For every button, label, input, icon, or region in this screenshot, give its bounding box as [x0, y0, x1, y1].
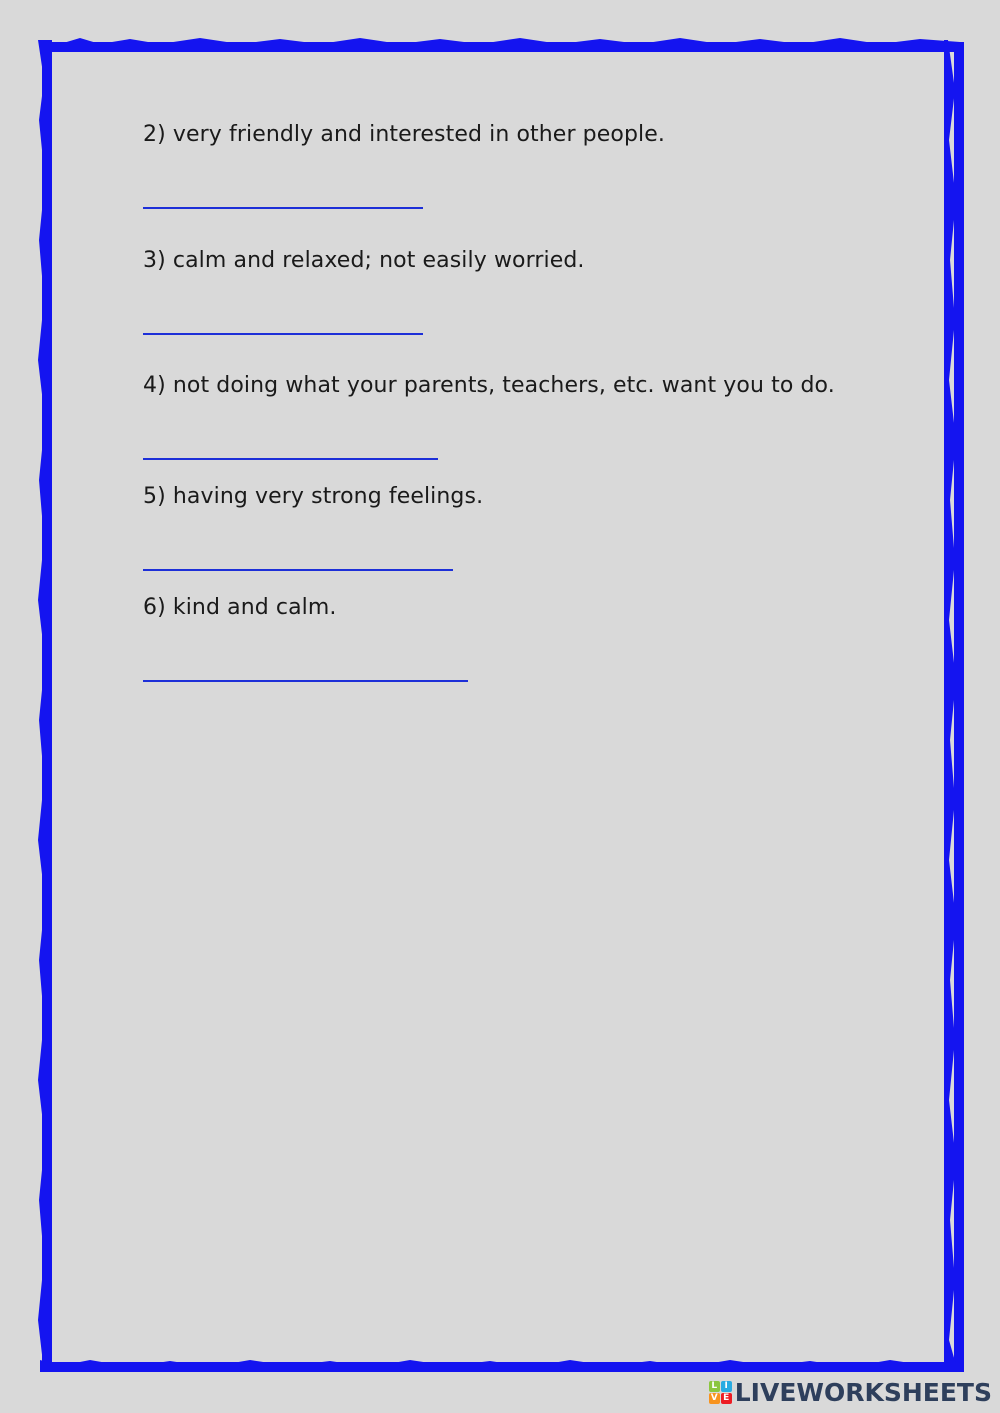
- answer-field-3[interactable]: [143, 333, 423, 335]
- logo-letter-i: I: [721, 1381, 732, 1392]
- logo-mark-icon: [709, 1381, 732, 1404]
- question-6-text: 6) kind and calm.: [143, 595, 337, 620]
- logo-letter-e: E: [721, 1393, 732, 1404]
- question-3-text: 3) calm and relaxed; not easily worried.: [143, 248, 585, 273]
- answer-field-6[interactable]: [143, 680, 468, 682]
- question-4-text: 4) not doing what your parents, teachers, etc. want you to do.: [143, 373, 835, 398]
- logo-letter-l: L: [709, 1381, 720, 1392]
- worksheet-border: [42, 42, 964, 1372]
- answer-field-5[interactable]: [143, 569, 453, 571]
- liveworksheets-logo: [709, 1378, 992, 1407]
- logo-text: LIVEWORKSHEETS: [734, 1378, 992, 1407]
- question-5-text: 5) having very strong feelings.: [143, 484, 484, 509]
- answer-field-2[interactable]: [143, 207, 423, 209]
- answer-field-4[interactable]: [143, 458, 438, 460]
- logo-letter-v: V: [709, 1393, 720, 1404]
- question-2-text: 2) very friendly and interested in other people.: [143, 122, 665, 147]
